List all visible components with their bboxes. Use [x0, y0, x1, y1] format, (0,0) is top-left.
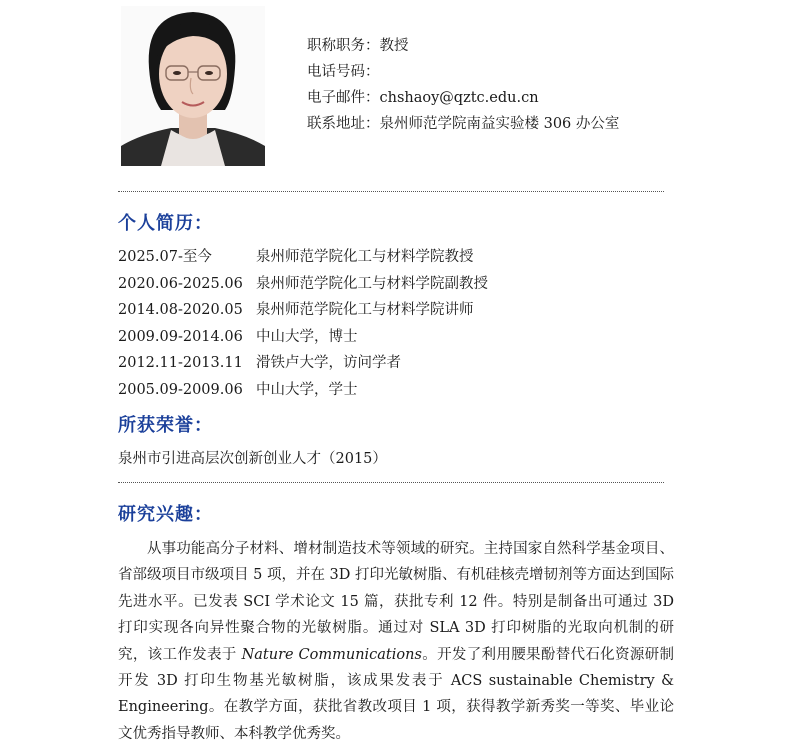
resume-desc: 泉州师范学院化工与材料学院讲师 [256, 302, 474, 319]
resume-desc: 滑铁卢大学，访问学者 [256, 355, 401, 372]
resume-desc: 泉州师范学院化工与材料学院教授 [256, 249, 474, 265]
journal-name: Nature Communications [241, 646, 422, 663]
title-row [307, 33, 619, 59]
resume-date: 2009.09-2014.06 [118, 328, 243, 345]
resume-item [118, 297, 488, 324]
resume-desc: 中山大学，博士 [256, 328, 358, 345]
resume-list [118, 244, 488, 404]
dotted-divider [118, 482, 664, 483]
email-value: chshaoy@qztc.edu.cn [379, 90, 539, 106]
honor-item: 泉州市引进高层次创新创业人才（2015） [118, 451, 387, 467]
honors-heading: 所获荣誉： [118, 415, 213, 436]
resume-date: 2005.09-2009.06 [118, 381, 243, 398]
resume-date: 2020.06-2025.06 [118, 275, 243, 292]
contact-info [307, 33, 619, 137]
email-label: 电子邮件： [307, 90, 380, 106]
title-value: 教授 [379, 38, 409, 54]
phone-label: 电话号码： [307, 64, 380, 80]
dotted-divider [118, 191, 664, 192]
resume-item [118, 377, 488, 404]
research-text-part2: 。开发了利用腰果酚替代石化资源研制开发 3D 打印生物基光敏树脂，该成果发表于 ACS sustainable Chemistry & Engineering。在教学方面，获批省教改项目 1 项，获得教学新秀奖一等奖、毕业论文优秀指导教师、本科教学优秀奖。 [118, 646, 675, 742]
phone-row [307, 59, 619, 85]
address-label: 联系地址： [307, 116, 380, 132]
resume-date: 2014.08-2020.05 [118, 302, 243, 319]
address-value: 泉州师范学院南益实验楼 306 办公室 [379, 116, 620, 132]
resume-item [118, 324, 488, 351]
resume-item [118, 350, 488, 377]
resume-heading: 个人简历： [118, 213, 213, 234]
research-heading: 研究兴趣： [118, 504, 213, 525]
address-row [307, 111, 619, 137]
email-row [307, 85, 619, 111]
title-label: 职称职务： [307, 38, 380, 54]
resume-desc: 中山大学，学士 [256, 381, 358, 398]
resume-item [118, 244, 488, 271]
resume-date: 2012.11-2013.11 [118, 355, 243, 372]
resume-desc: 泉州师范学院化工与材料学院副教授 [256, 275, 488, 292]
resume-date: 2025.07-至今 [118, 249, 212, 265]
research-paragraph [118, 536, 674, 747]
profile-photo [121, 6, 265, 166]
research-text-part1: 从事功能高分子材料、增材制造技术等领域的研究。主持国家自然科学基金项目、省部级项目市级项目 5 项，并在 3D 打印光敏树脂、有机硅核壳增韧剂等方面达到国际先进水平。已发表 SCI 学术论文 15 篇，获批专利 12 件。特别是制备出可通过 3D 打印实现各向异性聚合物的光敏树脂。通过对 SLA 3D 打印树脂的光取向机制的研究，该工作发表于 [118, 541, 675, 663]
resume-item [118, 271, 488, 298]
